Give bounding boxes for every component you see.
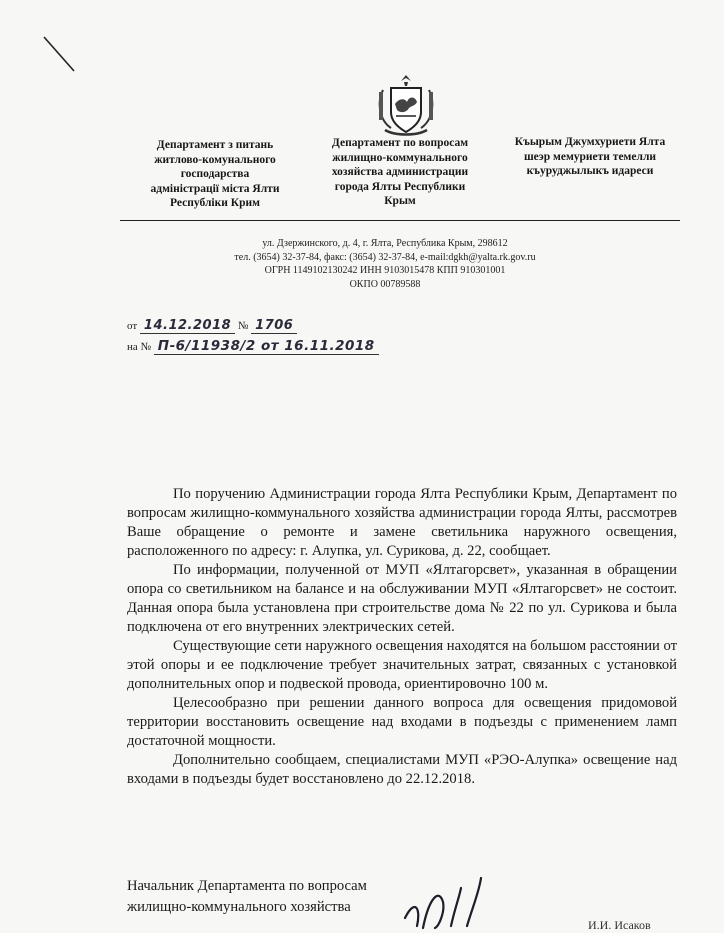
body-paragraph: Существующие сети наружного освещения находятся на большом расстоянии от этой опоры и ее подключение требует значительных затрат, связанных с установкой дополнительных опор и подвеской провода, ориентировочно 100 м. xyxy=(127,638,677,692)
address-line: ул. Дзержинского, д. 4, г. Ялта, Республика Крым, 298612 xyxy=(262,238,508,249)
coat-of-arms-emblem xyxy=(371,72,441,140)
to-label: на № xyxy=(127,341,152,353)
outgoing-number: 1706 xyxy=(251,318,297,334)
outgoing-reference xyxy=(127,318,297,334)
number-label: № xyxy=(237,320,249,332)
handwritten-signature xyxy=(395,868,505,932)
department-name-crimean-tatar: Къырым Джумхуриети Ялта шеэр мемуриети темелли къуруджылыкъ идареси xyxy=(514,136,666,177)
header-divider xyxy=(120,220,680,221)
okpo-line: ОКПО 00789588 xyxy=(349,278,421,290)
from-label: от xyxy=(127,320,138,332)
scan-mark xyxy=(40,35,80,75)
letter-body xyxy=(127,485,677,789)
department-name-russian: Департамент по вопросам жилищно-коммунального хозяйства администрации города Ялты Республики Крым xyxy=(331,137,469,207)
body-paragraph: Целесообразно при решении данного вопроса для освещения придомовой территории восстановить освещение над входами в подъезды с применением ламп достаточной мощности. xyxy=(127,695,677,749)
incoming-reference xyxy=(127,338,379,355)
outgoing-date: 14.12.2018 xyxy=(140,318,235,334)
signatory-name: И.И. Исаков xyxy=(588,918,651,932)
department-name-ukrainian: Департамент з питань житлово-комунального господарства адміністрації міста Ялти Республіки Крим xyxy=(150,139,280,209)
body-paragraph: По информации, полученной от МУП «Ялтагорсвет», указанная в обращении опора со светильником на балансе и на обслуживании МУП «Ялтагорсвет» не состоит. Данная опора была установлена при строительстве дома № 22 по ул. Сурикова и была подключена от его внутренних электрических сетей. xyxy=(127,562,677,635)
contact-block xyxy=(160,237,610,291)
body-paragraph: По поручению Администрации города Ялта Республики Крым, Департамент по вопросам жилищно-коммунального хозяйства администрации города Ялты, рассмотрев Ваше обращение о ремонте и замене светильника наружного освещения, расположенного по адресу: г. Алупка, ул. Сурикова, д. 22, сообщает. xyxy=(127,486,677,559)
incoming-reference-number: П-6/11938/2 от 16.11.2018 xyxy=(154,338,379,355)
registration-ids-line: ОГРН 1149102130242 ИНН 9103015478 КПП 910301001 xyxy=(264,265,506,276)
signatory-title: Начальник Департамента по вопросам жилищно-коммунального хозяйства xyxy=(127,878,367,915)
body-paragraph: Дополнительно сообщаем, специалистами МУП «РЭО-Алупка» освещение над входами в подъезды будет восстановлено до 22.12.2018. xyxy=(127,752,677,787)
phone-line: тел. (3654) 32-37-84, факс: (3654) 32-37-84, e-mail:dgkh@yalta.rk.gov.ru xyxy=(234,251,536,263)
